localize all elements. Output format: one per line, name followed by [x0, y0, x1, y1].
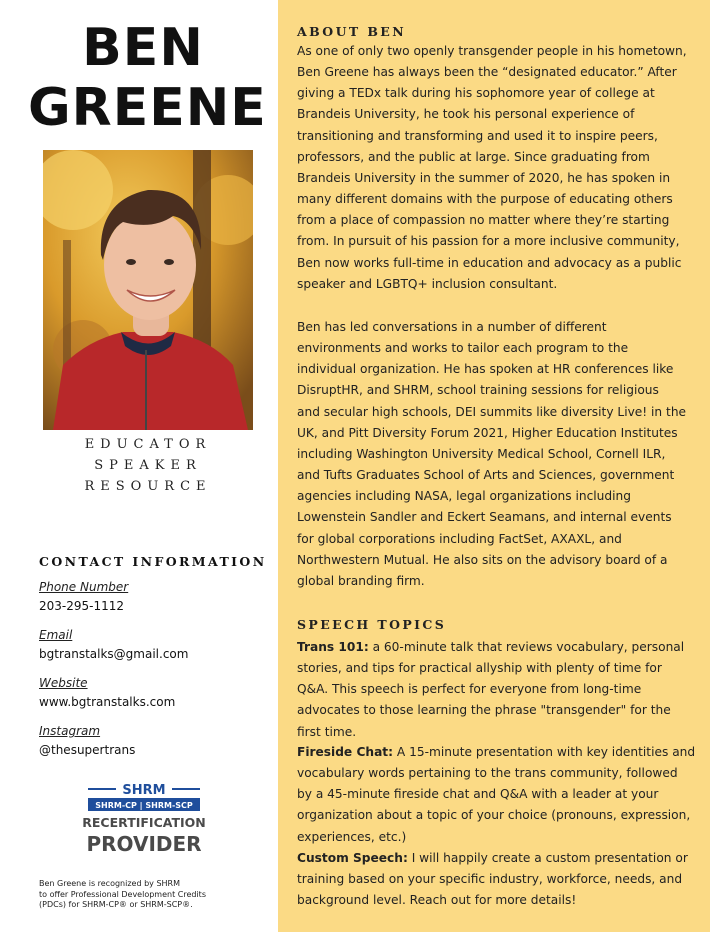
topic-title: Fireside Chat:	[297, 745, 393, 759]
shrm-note: Ben Greene is recognized by SHRM to offer Professional Development Credits (PDCs) for SHRM-CP® or SHRM-SCP®.	[39, 879, 206, 909]
shrm-line1: RECERTIFICATION	[82, 815, 206, 830]
about-paragraph-1: As one of only two openly transgender people in his hometown, Ben Greene has always been the “designated educator.” After giving a TEDx talk during his sophomore year of college at Brandeis University, he took his personal experience of transitioning and transforming and used it to inspire peers, professors, and the public at large. Since graduating from Brandeis University in the summer of 2020, he has spoken in many different domains with the purpose of educating others from a place of compassion no matter where they’re starting from. In pursuit of his passion for a more inclusive community, Ben now works full-time in education and advocacy as a public speaker and LGBTQ+ inclusion consultant.	[297, 44, 687, 291]
email-value[interactable]: bgtranstalks@gmail.com	[39, 647, 189, 661]
tagline-resource: RESOURCE	[84, 479, 212, 494]
topic-text: a 60-minute talk that reviews vocabulary, personal stories, and tips for practical allyship with plenty of time for Q&A. This speech is perfect for everyone from long-time advocates to those learning the phrase "transgender" for the first time.	[297, 640, 685, 739]
topic-fireside-chat	[297, 742, 699, 848]
shrm-logo-text: SHRM	[122, 783, 166, 798]
shrm-badge-graphic	[78, 780, 210, 862]
topic-text: I will happily create a custom presentation or training based on your specific industry, workforce, needs, and background level. Reach out for more details!	[297, 851, 688, 908]
contact-heading: CONTACT INFORMATION	[39, 554, 267, 569]
website-label: Website	[39, 676, 88, 690]
speech-heading: SPEECH TOPICS	[297, 617, 447, 632]
topic-title: Trans 101:	[297, 640, 369, 654]
topic-title: Custom Speech:	[297, 851, 408, 865]
about-paragraph-2: Ben has led conversations in a number of different environments and works to tailor each program to the individual organization. He has spoken at HR conferences like DisruptHR, and SHRM, school training sessions for religious and secular high schools, DEI summits like diversity Live! in the UK, and Pitt Diversity Forum 2021, Higher Education Institutes including Washington University Medical School, Cornell ILR, and Tufts Graduates School of Arts and Sciences, government agencies including NASA, legal organizations including Lowenstein Sandler and Eckert Seamans, and internal events for global corporations including FactSet, AXAXL, and Northwestern Mutual. He also sits on the advisory board of a global branding firm.	[297, 320, 687, 588]
instagram-value[interactable]: @thesupertrans	[39, 743, 136, 757]
portrait-photo	[43, 150, 253, 430]
first-name: BEN	[82, 18, 204, 78]
about-heading: ABOUT BEN	[297, 24, 407, 39]
tagline-educator: EDUCATOR	[84, 437, 212, 452]
topic-text: A 15-minute presentation with key identities and vocabulary words pertaining to the trans community, followed by a 45-minute fireside chat and Q&A with a leader at your organization about a topic of your choice (pronouns, expression, experiences, etc.)	[297, 745, 696, 844]
topic-trans-101	[297, 637, 699, 743]
shrm-badge	[78, 780, 210, 862]
topic-custom-speech	[297, 848, 699, 911]
website-value[interactable]: www.bgtranstalks.com	[39, 695, 176, 709]
phone-label: Phone Number	[39, 580, 129, 594]
last-name: GREENE	[28, 78, 267, 138]
shrm-line2: PROVIDER	[86, 832, 202, 856]
instagram-label: Instagram	[39, 724, 101, 738]
tagline-speaker: SPEAKER	[94, 458, 202, 473]
email-label: Email	[39, 628, 73, 642]
portrait-illustration	[43, 150, 253, 430]
phone-value[interactable]: 203-295-1112	[39, 599, 125, 613]
shrm-credentials: SHRM-CP | SHRM-SCP	[95, 801, 193, 810]
